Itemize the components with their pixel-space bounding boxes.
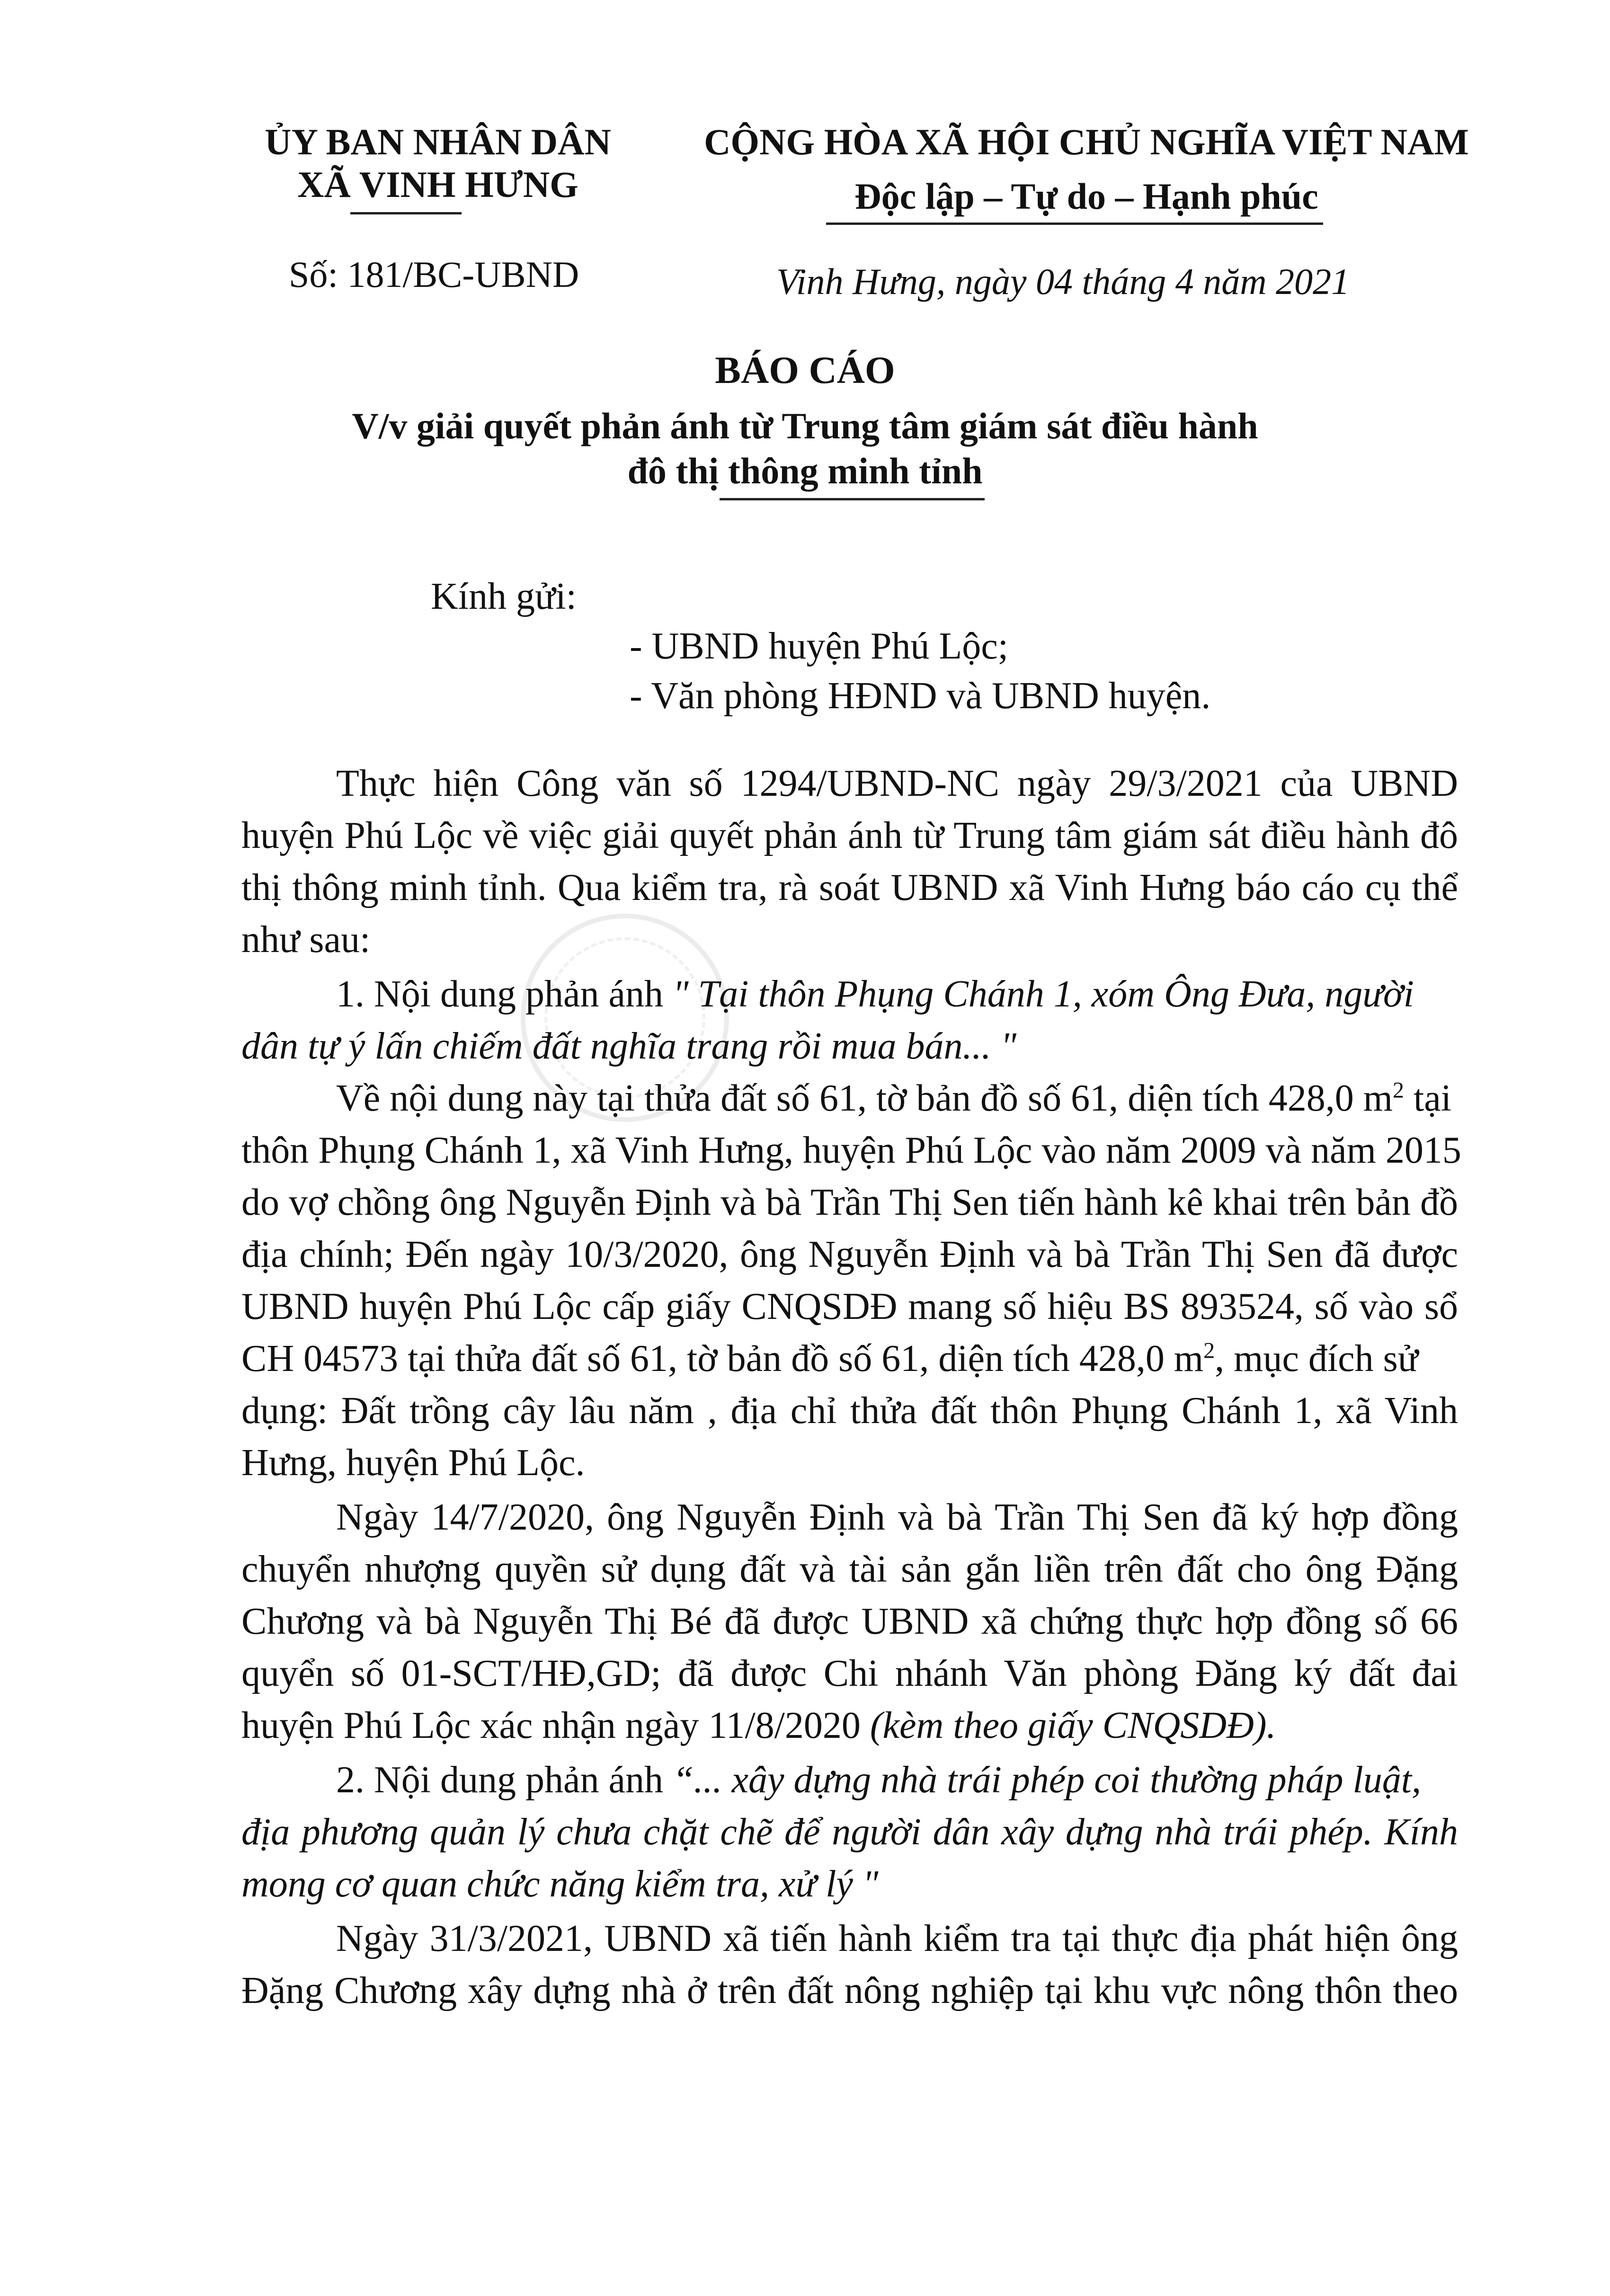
item2-quote-cont: địa phương quản lý chưa chặt chẽ để người dân xây dựng nhà trái phép. Kính: [241, 1811, 1458, 1853]
place-date: Vinh Hưng, ngày 04 tháng 4 năm 2021: [776, 261, 1350, 302]
agency-commune: XÃ VINH HƯNG: [297, 164, 578, 205]
para1-tail: , mục đích sử: [1215, 1338, 1419, 1379]
body-line: [241, 1704, 1276, 1747]
item2-quote: “... xây dựng nhà trái phép coi thường pháp luật,: [673, 1759, 1421, 1801]
national-motto: Độc lập – Tự do – Hạnh phúc: [854, 176, 1318, 217]
superscript: 2: [1393, 1077, 1405, 1103]
item2-heading: [336, 1759, 1421, 1802]
item1-quote-cont: dân tự ý lấn chiếm đất nghĩa trang rồi mua bán... ": [241, 1025, 1017, 1067]
item2-prefix: 2. Nội dung phản ánh: [336, 1759, 673, 1801]
body-line: Hưng, huyện Phú Lộc.: [241, 1442, 585, 1484]
body-line: Ngày 31/3/2021, UBND xã tiến hành kiểm tra tại thực địa phát hiện ông: [336, 1918, 1458, 1959]
para1-text: CH 04573 tại thửa đất số 61, tờ bản đồ số 61, diện tích 428,0 m: [241, 1338, 1204, 1379]
body-line: UBND huyện Phú Lộc cấp giấy CNQSDĐ mang số hiệu BS 893524, số vào sổ: [241, 1286, 1458, 1327]
body-line: dụng: Đất trồng cây lâu năm , địa chỉ thửa đất thôn Phụng Chánh 1, xã Vinh: [241, 1390, 1458, 1432]
recipient-item: - UBND huyện Phú Lộc;: [630, 625, 1008, 667]
body-line: như sau:: [241, 919, 371, 961]
body-line: quyển số 01-SCT/HĐ,GD; đã được Chi nhánh Văn phòng Đăng ký đất đai: [241, 1653, 1458, 1694]
recipient-item: - Văn phòng HĐND và UBND huyện.: [630, 675, 1211, 717]
body-line: thị thông minh tỉnh. Qua kiểm tra, rà soát UBND xã Vinh Hưng báo cáo cụ thể: [241, 867, 1458, 908]
body-line: Thực hiện Công văn số 1294/UBND-NC ngày 29/3/2021 của UBND: [336, 763, 1458, 804]
national-title: CỘNG HÒA XÃ HỘI CHỦ NGHĨA VIỆT NAM: [704, 121, 1469, 162]
body-line: do vợ chồng ông Nguyễn Định và bà Trần Thị Sen tiến hành kê khai trên bản đồ: [241, 1182, 1458, 1223]
body-line: thôn Phụng Chánh 1, xã Vinh Hưng, huyện Phú Lộc vào năm 2009 và năm 2015: [241, 1130, 1461, 1171]
para1-text: Về nội dung này tại thửa đất số 61, tờ bản đồ số 61, diện tích 428,0 m: [336, 1077, 1393, 1119]
body-line: Ngày 14/7/2020, ông Nguyễn Định và bà Trần Thị Sen đã ký hợp đồng: [336, 1496, 1458, 1538]
item1-prefix: 1. Nội dung phản ánh: [336, 973, 673, 1015]
item1-heading: [336, 973, 1414, 1016]
document-number: Số: 181/BC-UBND: [289, 254, 579, 295]
recipients-label: Kính gửi:: [431, 576, 577, 617]
body-line: [241, 1337, 1418, 1380]
report-type: BÁO CÁO: [715, 348, 895, 392]
motto-underline: [826, 222, 1323, 225]
body-line: Đặng Chương xây dựng nhà ở trên đất nông nghiệp tại khu vực nông thôn theo: [241, 1970, 1458, 2011]
superscript: 2: [1203, 1338, 1215, 1363]
para1-tail: tại: [1404, 1077, 1451, 1119]
title-underline: [720, 498, 985, 500]
body-line: huyện Phú Lộc về việc giải quyết phản ánh từ Trung tâm giám sát điều hành đô: [241, 815, 1458, 856]
para2-italic-note: (kèm theo giấy CNQSDĐ).: [870, 1705, 1276, 1746]
body-line: Chương và bà Nguyễn Thị Bé đã được UBND xã chứng thực hợp đồng số 66: [241, 1601, 1458, 1642]
item2-quote-cont: mong cơ quan chức năng kiểm tra, xử lý ": [241, 1863, 879, 1905]
body-line: [336, 1077, 1458, 1120]
para2-text: huyện Phú Lộc xác nhận ngày 11/8/2020: [241, 1705, 870, 1746]
item1-quote: " Tại thôn Phụng Chánh 1, xóm Ông Đưa, người: [673, 973, 1414, 1015]
body-line: địa chính; Đến ngày 10/3/2020, ông Nguyễn Định và bà Trần Thị Sen đã được: [241, 1234, 1458, 1275]
agency-name: ỦY BAN NHÂN DÂN: [265, 121, 611, 162]
body-line: chuyển nhượng quyền sử dụng đất và tài sản gắn liền trên đất cho ông Đặng: [241, 1548, 1458, 1590]
agency-underline: [350, 212, 462, 214]
report-subject-line1: V/v giải quyết phản ánh từ Trung tâm giám sát điều hành: [352, 405, 1258, 446]
report-subject-line2: đô thị thông minh tỉnh: [627, 450, 983, 491]
